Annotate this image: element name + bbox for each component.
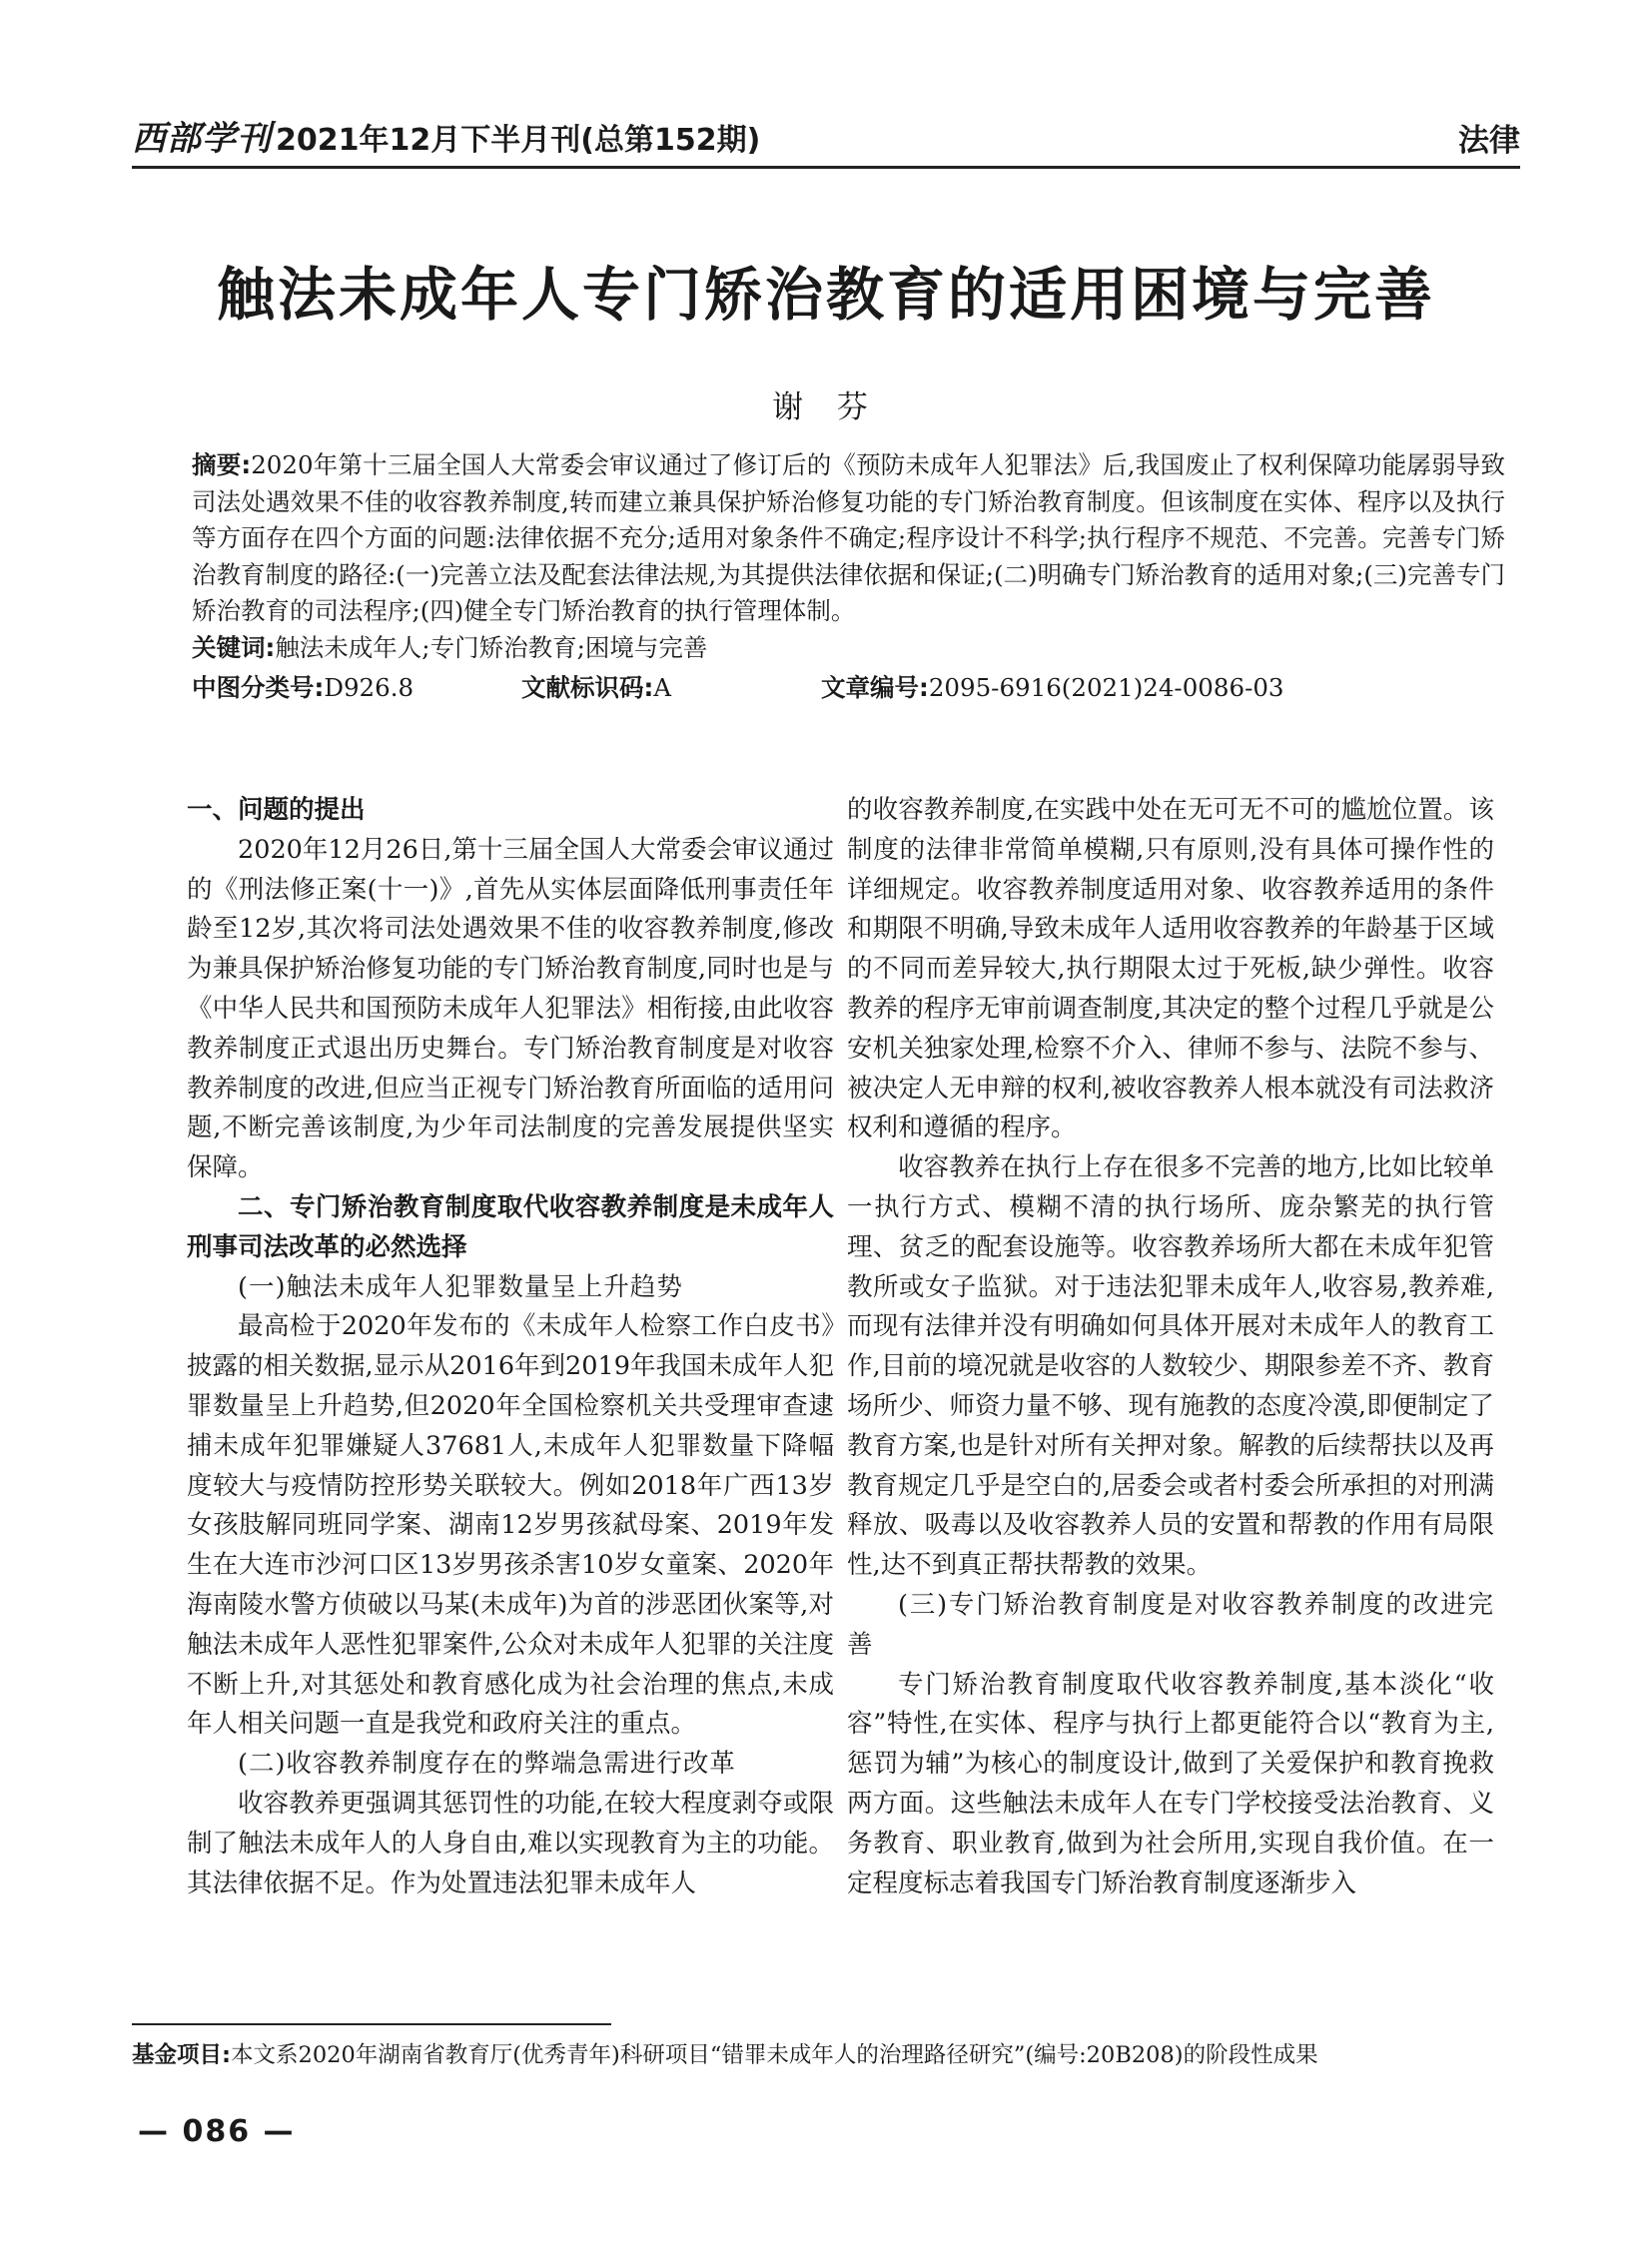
fund-label: 基金项目: xyxy=(132,2042,231,2068)
page-number: — 086 — xyxy=(138,2114,296,2149)
keywords-text: 触法未成年人;专门矫治教育;困境与完善 xyxy=(275,632,708,662)
section-heading-2: 二、专门矫治教育制度取代收容教养制度是未成年人刑事司法改革的必然选择 xyxy=(187,1191,834,1262)
subsection-heading-2: (二)收容教养制度存在的弊端急需进行改革 xyxy=(238,1749,736,1780)
running-head xyxy=(132,112,1520,160)
left-column xyxy=(187,791,834,1903)
abstract-text: 2020年第十三届全国人大常委会审议通过了修订后的《预防未成年人犯罪法》后,我国废止了权利保障功能孱弱导致司法处遇效果不佳的收容教养制度,转而建立兼具保护矫治修复功能的专门矫治教育制度。但该制度在实体、程序以及执行等方面存在四个方面的问题:法律依据不充分;适用对象条件不确定;程序设计不科学;执行程序不规范、不完善。完善专门矫治教育制度的路径:(一)完善立法及配套法律法规,为其提供法律依据和保证;(二)明确专门矫治教育的适用对象;(三)完善专门矫治教育的司法程序;(四)健全专门矫治教育的执行管理体制。 xyxy=(192,450,1505,625)
section-label: 法律 xyxy=(1458,123,1520,159)
body-paragraph: 的收容教养制度,在实践中处在无可无不可的尴尬位置。该制度的法律非常简单模糊,只有原则,没有具体可操作性的详细规定。收容教养制度适用对象、收容教养适用的条件和期限不明确,导致未成年人适用收容教养的年龄基于区域的不同而差异较大,执行期限太过于死板,缺少弹性。收容教养的程序无审前调查制度,其决定的整个过程几乎就是公安机关独家处理,检察不介入、律师不参与、法院不参与、被决定人无申辩的权利,被收容教养人根本就没有司法救济权利和遵循的程序。 xyxy=(847,795,1494,1143)
abstract-label: 摘要: xyxy=(192,450,252,479)
doc-code-cell xyxy=(521,670,821,707)
article-title: 触法未成年人专门矫治教育的适用困境与完善 xyxy=(216,261,1435,329)
article-no-label: 文章编号: xyxy=(821,673,929,702)
article-no-cell xyxy=(821,670,1284,707)
journal-masthead xyxy=(132,111,760,160)
journal-logo: 西部学刊 xyxy=(132,119,272,159)
classification-row xyxy=(192,670,1505,707)
article-author: 谢 芬 xyxy=(772,389,880,425)
right-column xyxy=(847,791,1494,1903)
doc-code-label: 文献标识码: xyxy=(521,673,654,702)
body-paragraph: 2020年12月26日,第十三届全国人大常委会审议通过的《刑法修正案(十一)》,首先从实体层面降低刑事责任年龄至12岁,其次将司法处遇效果不佳的收容教养制度,修改为兼具保护矫治修复功能的专门矫治教育制度,同时也是与《中华人民共和国预防未成年人犯罪法》相衔接,由此收容教养制度正式退出历史舞台。专门矫治教育制度是对收容教养制度的改进,但应当正视专门矫治教育所面临的适用问题,不断完善该制度,为少年司法制度的完善发展提供坚实保障。 xyxy=(187,834,834,1183)
subsection-heading-3: (三)专门矫治教育制度是对收容教养制度的改进完善 xyxy=(847,1589,1494,1660)
doc-code-value: A xyxy=(653,673,672,702)
issue-info: 2021年12月下半月刊(总第152期) xyxy=(276,123,761,158)
body-paragraph: 最高检于2020年发布的《未成年人检察工作白皮书》披露的相关数据,显示从2016年到2019年我国未成年人犯罪数量呈上升趋势,但2020年全国检察机关共受理审查逮捕未成年犯罪嫌疑人37681人,未成年人犯罪数量下降幅度较大与疫情防控形势关联较大。例如2018年广西13岁女孩肢解同班同学案、湖南12岁男孩弑母案、2019年发生在大连市沙河口区13岁男孩杀害10岁女童案、2020年海南陵水警方侦破以马某(未成年)为首的涉恶团伙案等,对触法未成年人恶性犯罪案件,公众对未成年人犯罪的关注度不断上升,对其惩处和教育感化成为社会治理的焦点,未成年人相关问题一直是我党和政府关注的重点。 xyxy=(187,1311,834,1740)
clc-value: D926.8 xyxy=(324,673,414,702)
section-heading-1: 一、问题的提出 xyxy=(187,795,366,825)
fund-text: 本文系2020年湖南省教育厅(优秀青年)科研项目“错罪未成年人的治理路径研究”(编号:20B208)的阶段性成果 xyxy=(231,2042,1318,2068)
abstract-block xyxy=(192,447,1505,707)
body-paragraph: 专门矫治教育制度取代收容教养制度,基本淡化“收容”特性,在实体、程序与执行上都更能符合以“教育为主,惩罚为辅”为核心的制度设计,做到了关爱保护和教育挽救两方面。这些触法未成年人在专门学校接受法治教育、义务教育、职业教育,做到为社会所用,实现自我价值。在一定程度标志着我国专门矫治教育制度逐渐步入 xyxy=(847,1669,1494,1898)
body-paragraph: 收容教养更强调其惩罚性的功能,在较大程度剥夺或限制了触法未成年人的人身自由,难以实现教育为主的功能。其法律依据不足。作为处置违法犯罪未成年人 xyxy=(187,1788,834,1898)
article-no-value: 2095-6916(2021)24-0086-03 xyxy=(928,673,1284,702)
fund-note xyxy=(132,2037,1318,2069)
subsection-heading-1: (一)触法未成年人犯罪数量呈上升趋势 xyxy=(238,1271,683,1302)
header-rule xyxy=(132,166,1520,169)
keywords-label: 关键词: xyxy=(192,632,276,662)
abstract-paragraph xyxy=(192,447,1505,630)
footnote-rule xyxy=(132,2023,611,2025)
clc-cell xyxy=(192,670,521,707)
clc-label: 中图分类号: xyxy=(192,673,325,702)
body-paragraph: 收容教养在执行上存在很多不完善的地方,比如比较单一执行方式、模糊不清的执行场所、庞杂繁芜的执行管理、贫乏的配套设施等。收容教养场所大都在未成年犯管教所或女子监狱。对于违法犯罪未成年人,收容易,教养难,而现有法律并没有明确如何具体开展对未成年人的教育工作,目前的境况就是收容的人数较少、期限参差不齐、教育场所少、师资力量不够、现有施教的态度冷漠,即便制定了教育方案,也是针对所有关押对象。解教的后续帮扶以及再教育规定几乎是空白的,居委会或者村委会所承担的对刑满释放、吸毒以及收容教养人员的安置和帮教的作用有局限性,达不到真正帮扶帮教的效果。 xyxy=(847,1152,1494,1581)
keywords-line xyxy=(192,630,1505,667)
